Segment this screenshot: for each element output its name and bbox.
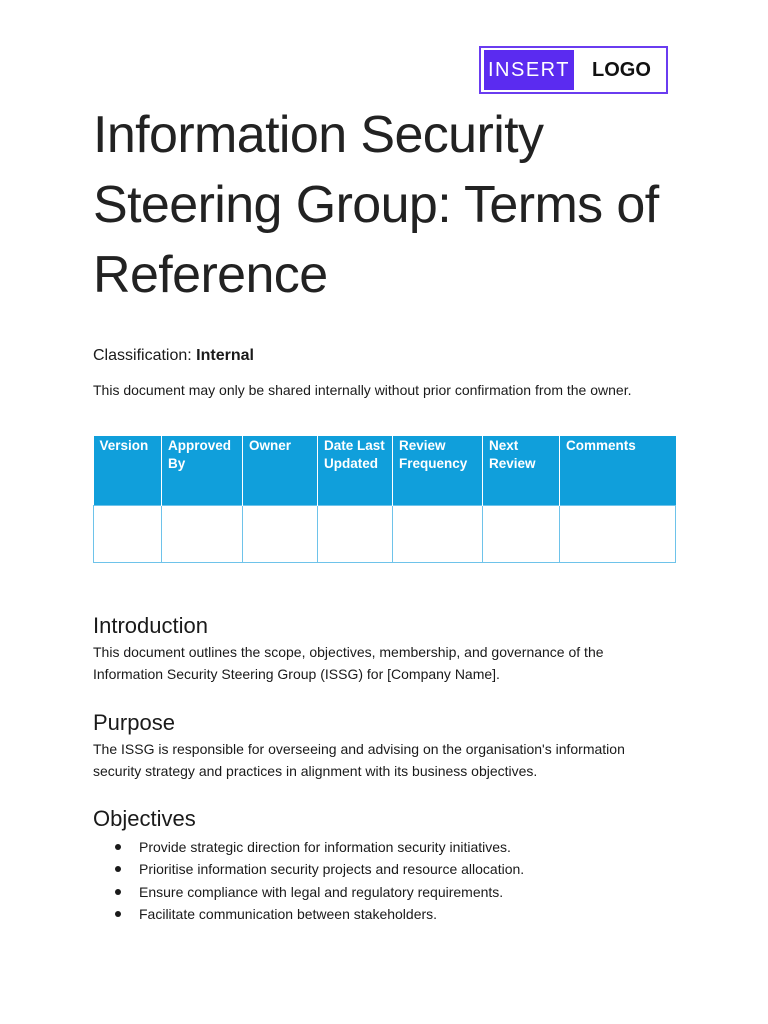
- version-control-table: [93, 436, 676, 563]
- objective-text: Ensure compliance with legal and regulatory requirements.: [139, 883, 504, 900]
- header-owner: Owner: [243, 436, 318, 505]
- cell-owner[interactable]: [243, 505, 318, 562]
- bullet-icon: [115, 866, 121, 872]
- cell-date-last-updated[interactable]: [318, 505, 393, 562]
- logo-label: LOGO: [592, 58, 651, 81]
- share-note: This document may only be shared internally without prior confirmation from the owner.: [93, 382, 632, 398]
- table-header-row: [94, 436, 676, 505]
- cell-approved-by[interactable]: [162, 505, 243, 562]
- list-item: [93, 881, 673, 903]
- classification-label: Classification:: [93, 347, 192, 364]
- header-version: Version: [94, 436, 162, 505]
- bullet-icon: [115, 844, 121, 850]
- objective-text: Facilitate communication between stakeholders.: [139, 905, 438, 922]
- purpose-heading: Purpose: [93, 710, 175, 735]
- cell-next-review[interactable]: [483, 505, 560, 562]
- header-approved-by: Approved By: [162, 436, 243, 505]
- objectives-heading: Objectives: [93, 806, 196, 831]
- header-date-last-updated: Date Last Updated: [318, 436, 393, 505]
- cell-review-frequency[interactable]: [393, 505, 483, 562]
- introduction-heading: Introduction: [93, 613, 208, 638]
- purpose-body: The ISSG is responsible for overseeing and advising on the organisation's information security strategy and practices in alignment with its business objectives.: [93, 741, 625, 779]
- logo-insert-label: INSERT: [484, 50, 574, 90]
- list-item: [93, 858, 673, 880]
- bullet-icon: [115, 889, 121, 895]
- classification-value: Internal: [196, 347, 254, 364]
- bullet-icon: [115, 911, 121, 917]
- cell-version[interactable]: [94, 505, 162, 562]
- list-item: [93, 836, 673, 858]
- cell-comments[interactable]: [560, 505, 676, 562]
- objectives-list: [93, 836, 673, 925]
- list-item: [93, 903, 673, 925]
- header-next-review: Next Review: [483, 436, 560, 505]
- objective-text: Provide strategic direction for information security initiatives.: [139, 839, 511, 855]
- header-comments: Comments: [560, 436, 676, 505]
- logo-placeholder: [479, 46, 668, 94]
- document-title: Information Security Steering Group: Terms of Reference: [93, 106, 659, 304]
- introduction-body: This document outlines the scope, objectives, membership, and governance of the Information Security Steering Group (ISSG) for [Company Name].: [93, 644, 604, 682]
- header-review-frequency: Review Frequency: [393, 436, 483, 505]
- objective-text: Prioritise information security projects and resource allocation.: [139, 861, 525, 878]
- table-row: [94, 505, 676, 562]
- classification-line: [93, 347, 254, 365]
